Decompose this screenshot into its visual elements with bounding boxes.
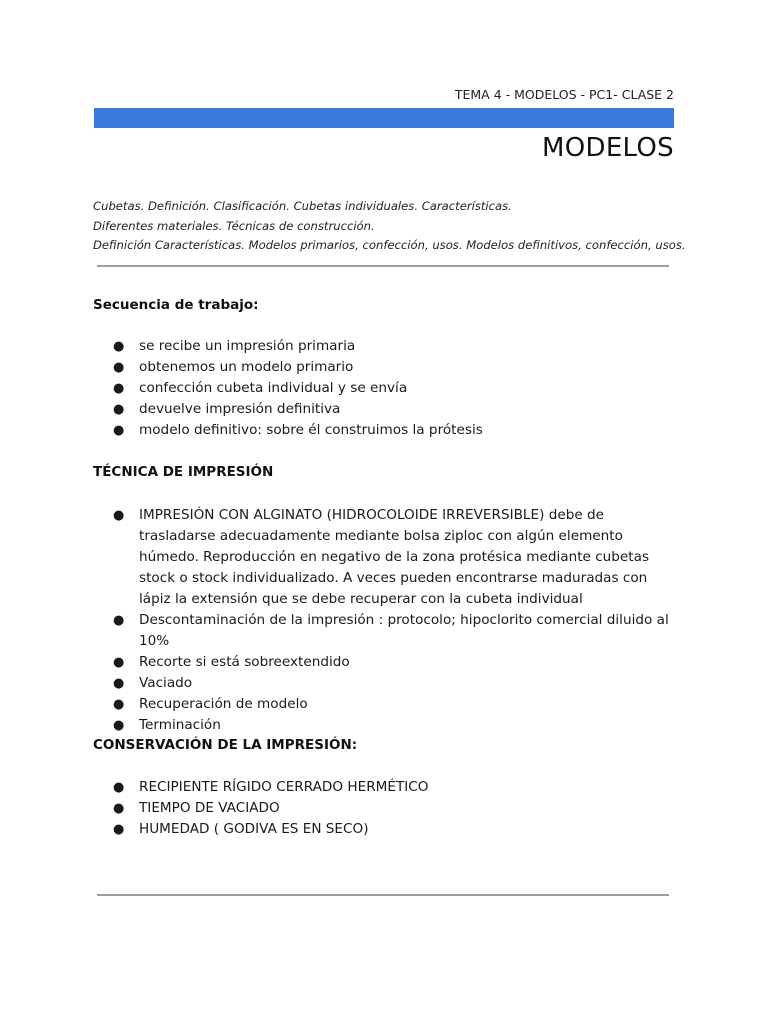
bullet-icon: ● xyxy=(113,508,125,523)
bullet-icon: ● xyxy=(113,655,125,670)
bullet-icon: ● xyxy=(113,339,125,354)
summary-line: Definición Características. Modelos primarios, confección, usos. Modelos definitivos, confección, usos. xyxy=(93,238,686,252)
list-item xyxy=(113,777,683,798)
bullet-list-conservacion xyxy=(113,777,683,840)
bullet-icon: ● xyxy=(113,822,125,837)
section-heading-tecnica: TÉCNICA DE IMPRESIÓN xyxy=(93,464,274,480)
list-item-text: confección cubeta individual y se envía xyxy=(139,380,408,396)
list-item-text: TIEMPO DE VACIADO xyxy=(139,800,280,816)
summary-block xyxy=(93,197,686,256)
bullet-icon: ● xyxy=(113,780,125,795)
list-item xyxy=(113,798,683,819)
section-heading-conservacion: CONSERVACIÓN DE LA IMPRESIÓN: xyxy=(93,737,358,753)
list-item xyxy=(113,715,683,736)
list-item xyxy=(113,378,683,399)
list-item xyxy=(113,652,683,673)
list-item-text: IMPRESIÓN CON ALGINATO (HIDROCOLOIDE IRREVERSIBLE) debe de trasladarse adecuadamente mediante bolsa ziploc con algún elemento húmedo. Reproducción en negativo de la zona protésica mediante cubetas stock o stock individualizado. A veces pueden encontrarse maduradas con lápiz la extensión que se debe recuperar con la cubeta individual xyxy=(139,507,650,607)
section-heading-secuencia: Secuencia de trabajo: xyxy=(93,297,259,313)
bullet-icon: ● xyxy=(113,613,125,628)
list-item-text: Recuperación de modelo xyxy=(139,696,308,712)
bullet-icon: ● xyxy=(113,718,125,733)
list-item xyxy=(113,357,683,378)
bullet-icon: ● xyxy=(113,360,125,375)
bullet-icon: ● xyxy=(113,402,125,417)
divider xyxy=(97,894,669,896)
list-item-text: modelo definitivo: sobre él construimos la prótesis xyxy=(139,422,483,438)
list-item xyxy=(113,610,683,652)
header-meta: TEMA 4 - MODELOS - PC1- CLASE 2 xyxy=(454,87,674,102)
summary-line: Cubetas. Definición. Clasificación. Cubetas individuales. Características. xyxy=(93,199,512,213)
bullet-icon: ● xyxy=(113,697,125,712)
list-item-text: Vaciado xyxy=(139,675,193,691)
list-item xyxy=(113,673,683,694)
list-item xyxy=(113,336,683,357)
bullet-icon: ● xyxy=(113,676,125,691)
bullet-icon: ● xyxy=(113,381,125,396)
list-item xyxy=(113,399,683,420)
bullet-list-tecnica xyxy=(113,505,683,736)
list-item-text: Terminación xyxy=(139,717,221,733)
list-item-text: se recibe un impresión primaria xyxy=(139,338,356,354)
accent-bar xyxy=(94,108,674,128)
list-item xyxy=(113,505,683,610)
list-item-text: HUMEDAD ( GODIVA ES EN SECO) xyxy=(139,821,369,837)
list-item xyxy=(113,819,683,840)
list-item-text: RECIPIENTE RÍGIDO CERRADO HERMÉTICO xyxy=(139,779,429,795)
bullet-icon: ● xyxy=(113,801,125,816)
list-item-text: Descontaminación de la impresión : protocolo; hipoclorito comercial diluido al 10% xyxy=(139,612,669,649)
summary-line: Diferentes materiales. Técnicas de construcción. xyxy=(93,218,375,233)
list-item-text: Recorte si está sobreextendido xyxy=(139,654,350,670)
divider xyxy=(97,265,669,267)
page-title: MODELOS xyxy=(542,133,674,163)
list-item xyxy=(113,694,683,715)
bullet-list-secuencia xyxy=(113,336,683,441)
bullet-icon: ● xyxy=(113,423,125,438)
list-item-text: obtenemos un modelo primario xyxy=(139,359,354,375)
list-item-text: devuelve impresión definitiva xyxy=(139,401,341,417)
list-item xyxy=(113,420,683,441)
